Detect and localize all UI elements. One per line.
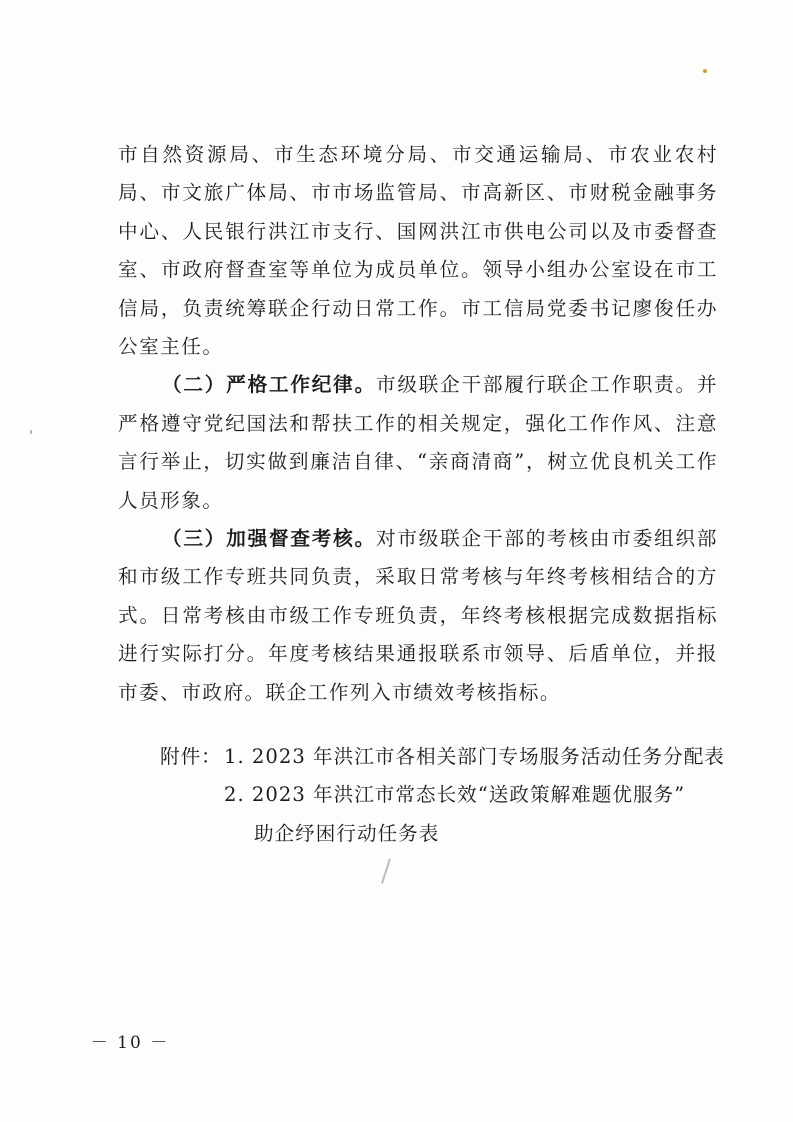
paragraph-heading: （二）严格工作纪律。 — [162, 373, 376, 397]
attachment-row — [160, 738, 725, 776]
attachments-label: 附件： — [160, 745, 222, 768]
body-text — [118, 136, 718, 712]
attachment-item-2-continued: 助企纾困行动任务表 — [254, 821, 440, 845]
paper-speck — [703, 69, 707, 73]
paragraph-text: 对市级联企干部的考核由市委组织部和市级工作专班共同负责，采取日常考核与年终考核相结合的方式。日常考核由市级工作专班负责，年终考核根据完成数据指标进行实际打分。年度考核结果通报联系市领导、后盾单位，并报市委、市政府。联企工作列入市绩效考核指标。 — [118, 527, 719, 704]
attachment-row — [160, 815, 720, 853]
attachments-section — [160, 738, 725, 853]
paragraph-work-discipline — [118, 366, 718, 520]
paragraph-supervision-assessment — [118, 520, 718, 712]
attachment-item-1: 1. 2023 年洪江市各相关部门专场服务活动任务分配表 — [224, 745, 725, 768]
paragraph-member-units — [118, 136, 718, 366]
paragraph-text: 市自然资源局、市生态环境分局、市交通运输局、市农业农村局、市文旅广体局、市市场监管局、市高新区、市财税金融事务中心、人民银行洪江市支行、国网洪江市供电公司以及市委督查室、市政府督查室等单位为成员单位。领导小组办公室设在市工信局，负责统筹联企行动日常工作。市工信局党委书记廖俊任办公室主任。 — [118, 143, 718, 359]
paragraph-text: 市级联企干部履行联企工作职责。并严格遵守党纪国法和帮扶工作的相关规定，强化工作作风、注意言行举止，切实做到廉洁自律、“亲商清商”，树立优良机关工作人员形象。 — [118, 373, 719, 512]
page-number: － 10 － — [90, 1033, 170, 1053]
paragraph-heading: （三）加强督查考核。 — [162, 527, 376, 551]
scan-mark — [30, 430, 32, 434]
attachment-row — [160, 776, 720, 814]
attachment-item-2: 2. 2023 年洪江市常态长效“送政策解难题优服务” — [224, 783, 686, 807]
scan-mark — [381, 858, 391, 883]
